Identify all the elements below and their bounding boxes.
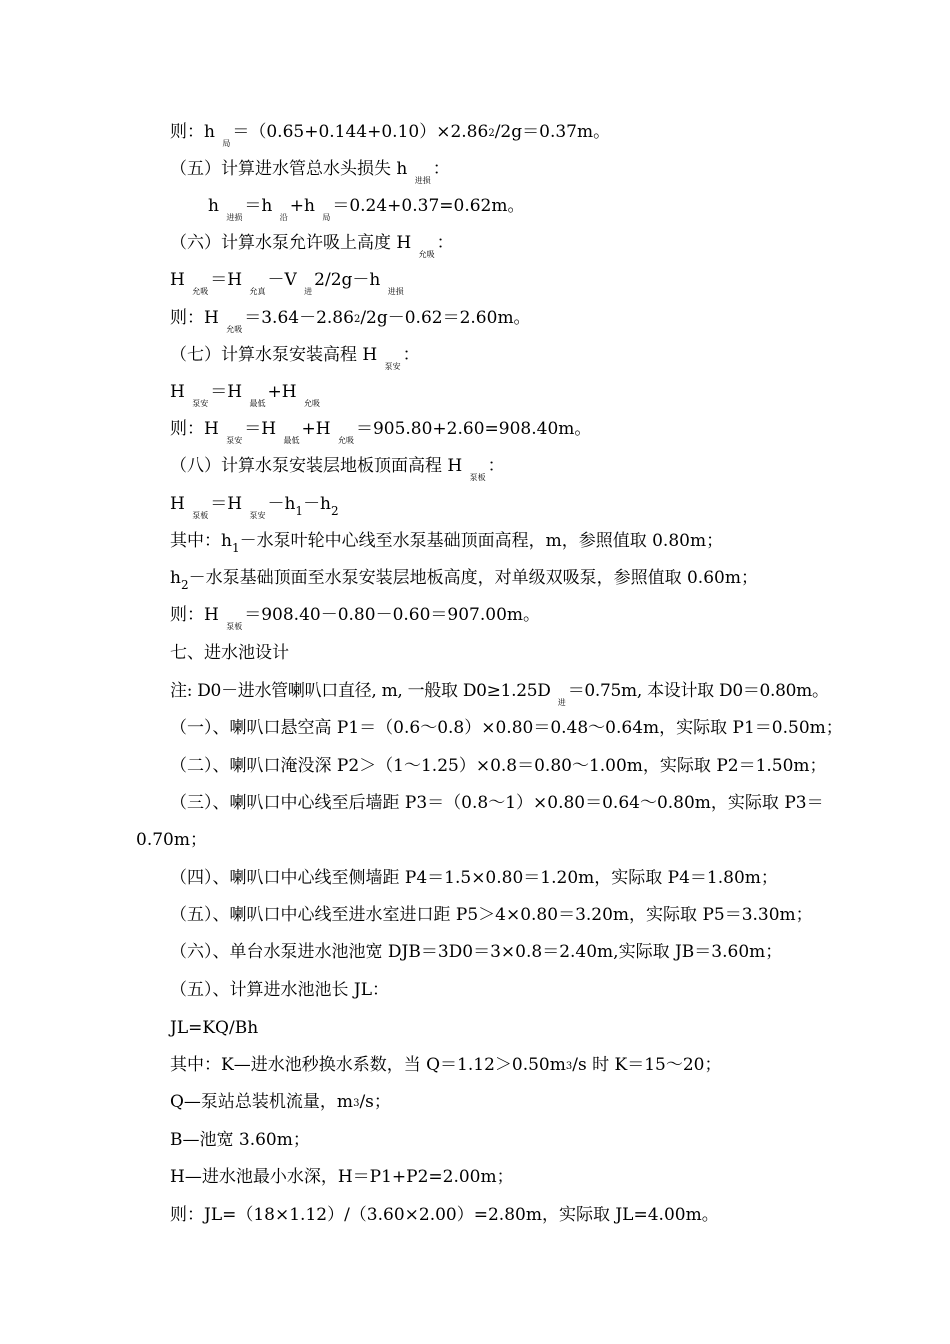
item-p3-continued: 0.70m； xyxy=(136,830,207,850)
text: －V xyxy=(267,270,303,290)
subscript: 进损 xyxy=(414,176,431,185)
definition-h: H—进水池最小水深，H＝P1+P2=2.00m； xyxy=(170,1167,514,1187)
text: ： xyxy=(432,159,450,179)
subscript: 泵板 xyxy=(469,473,486,482)
text: +H xyxy=(301,419,336,439)
heading-floor-elevation xyxy=(170,455,505,480)
text: h xyxy=(208,196,225,216)
superscript: 2 xyxy=(353,314,361,325)
subscript: 泵板 xyxy=(192,511,209,520)
text: ＝3.64－2.86 xyxy=(244,308,354,328)
result-line-h-yunxi xyxy=(170,307,531,332)
text: ＝h xyxy=(244,196,278,216)
formula-jl: JL=KQ/Bh xyxy=(170,1018,259,1038)
text: ＝0.75m, 本设计取 D0＝0.80m。 xyxy=(567,681,829,701)
subscript: 局 xyxy=(222,139,231,148)
text: ＝H xyxy=(210,494,248,514)
result-line-h-bengban xyxy=(170,604,540,629)
subscript: 最低 xyxy=(249,399,266,408)
subscript: 泵安 xyxy=(249,511,266,520)
subscript: 进损 xyxy=(226,213,243,222)
subscript: 泵板 xyxy=(226,622,243,631)
item-p2: （二）、喇叭口淹没深 P2＞（1～1.25）×0.8＝0.80～1.00m，实际取 P2＝1.50m； xyxy=(170,756,827,776)
text: /2g＝0.37m。 xyxy=(494,122,611,142)
subscript: 进 xyxy=(304,287,313,296)
text: ＝H xyxy=(210,270,248,290)
definition-k xyxy=(170,1054,721,1079)
subscript: 泵安 xyxy=(384,362,401,371)
text: ： xyxy=(436,233,454,253)
text: （七）计算水泵安装高程 H xyxy=(170,345,383,365)
text: ＝905.80+2.60=908.40m。 xyxy=(355,419,592,439)
text: ＝908.40－0.80－0.60＝907.00m。 xyxy=(244,605,541,625)
subscript: 沿 xyxy=(279,213,288,222)
text: 则：H xyxy=(170,605,225,625)
text: 2/2g－h xyxy=(314,270,386,290)
subscript: 2 xyxy=(331,504,339,518)
subscript: 允吸 xyxy=(192,287,209,296)
text: 则：H xyxy=(170,419,225,439)
text: /2g－0.62＝2.60m。 xyxy=(360,308,531,328)
text: －h xyxy=(267,494,296,514)
text: +h xyxy=(289,196,321,216)
superscript: 2 xyxy=(488,128,495,139)
text: （五）计算进水管总水头损失 h xyxy=(170,159,413,179)
subscript: 允吸 xyxy=(226,325,243,334)
text: ＝0.24+0.37=0.62m。 xyxy=(332,196,525,216)
note-d0 xyxy=(170,680,829,705)
text: h xyxy=(170,568,181,588)
subscript: 允吸 xyxy=(337,436,354,445)
heading-total-head-loss xyxy=(170,158,450,183)
definition-h2 xyxy=(170,567,758,590)
item-p3: （三）、喇叭口中心线至后墙距 P3＝（0.8～1）×0.80＝0.64～0.80m，实际取 P3＝ xyxy=(170,793,824,813)
subscript: 允吸 xyxy=(418,250,435,259)
text: 注: D0－进水管喇叭口直径, m, 一般取 D0≥1.25D xyxy=(170,681,556,701)
superscript: 3 xyxy=(353,1098,360,1109)
text: ： xyxy=(487,456,505,476)
subscript: 2 xyxy=(180,578,189,592)
text: Q—泵站总装机流量，m xyxy=(170,1092,354,1112)
section-heading-intake-pool: 七、进水池设计 xyxy=(170,643,289,663)
subscript: 1 xyxy=(231,541,240,555)
item-p5: （五）、喇叭口中心线至进水室进口距 P5＞4×0.80＝3.20m，实际取 P5＝3.30m； xyxy=(170,905,813,925)
result-jl: 则：JL=（18×1.12）/（3.60×2.00）=2.80m，实际取 JL=4.00m。 xyxy=(170,1205,719,1225)
text: /s 时 K＝15～20； xyxy=(572,1055,722,1075)
result-line-h-bengan xyxy=(170,418,591,443)
text: （六）计算水泵允许吸上高度 H xyxy=(170,233,417,253)
text: H xyxy=(170,270,191,290)
heading-allowable-suction xyxy=(170,232,454,257)
text: ： xyxy=(402,345,420,365)
text: －h xyxy=(303,494,332,514)
text: H xyxy=(170,382,191,402)
subscript: 最低 xyxy=(283,436,300,445)
text: 则：h xyxy=(170,122,221,142)
text: ＝（0.65+0.144+0.10）×2.86 xyxy=(232,122,489,142)
text: H xyxy=(170,494,191,514)
definition-h1 xyxy=(170,530,723,553)
text: ＝H xyxy=(210,382,248,402)
item-pool-width: （六）、单台水泵进水池池宽 DJB＝3D0＝3×0.8＝2.40m,实际取 JB＝3.60m； xyxy=(170,942,783,962)
text: ＝H xyxy=(244,419,282,439)
formula-line-h-bengan xyxy=(170,381,322,406)
text: （八）计算水泵安装层地板顶面高程 H xyxy=(170,456,468,476)
subscript: 允真 xyxy=(249,287,266,296)
formula-line-h-jinsun xyxy=(208,195,525,220)
subscript: 局 xyxy=(322,213,331,222)
subscript: 进损 xyxy=(387,287,404,296)
definition-b: B—池宽 3.60m； xyxy=(170,1130,310,1150)
text: 其中：K—进水池秒换水系数，当 Q＝1.12＞0.50m xyxy=(170,1055,566,1075)
text: －水泵基础顶面至水泵安装层地板高度，对单级双吸泵，参照值取 0.60m； xyxy=(188,568,758,588)
formula-line-h-yunxi xyxy=(170,269,406,294)
subscript: 泵安 xyxy=(226,436,243,445)
subscript: 泵安 xyxy=(192,399,209,408)
superscript: 3 xyxy=(565,1061,573,1072)
formula-line-h-ju xyxy=(170,121,610,146)
formula-line-h-bengban xyxy=(170,493,339,518)
subscript: 进 xyxy=(557,698,566,707)
text: /s； xyxy=(359,1092,391,1112)
subscript: 允吸 xyxy=(303,399,320,408)
definition-q xyxy=(170,1091,391,1116)
subscript: 1 xyxy=(295,504,304,518)
text: －水泵叶轮中心线至水泵基础顶面高程，m，参照值取 0.80m； xyxy=(239,531,724,551)
text: 则：H xyxy=(170,308,225,328)
item-p4: （四）、喇叭口中心线至侧墙距 P4＝1.5×0.80＝1.20m，实际取 P4＝1.80m； xyxy=(170,868,778,888)
text: +H xyxy=(267,382,302,402)
heading-pool-length: （五）、计算进水池池长 JL： xyxy=(170,980,390,1000)
text: 其中：h xyxy=(170,531,232,551)
item-p1: （一）、喇叭口悬空高 P1＝（0.6～0.8）×0.80＝0.48～0.64m，实际取 P1＝0.50m； xyxy=(170,718,843,738)
heading-pump-install-elevation xyxy=(170,344,420,369)
